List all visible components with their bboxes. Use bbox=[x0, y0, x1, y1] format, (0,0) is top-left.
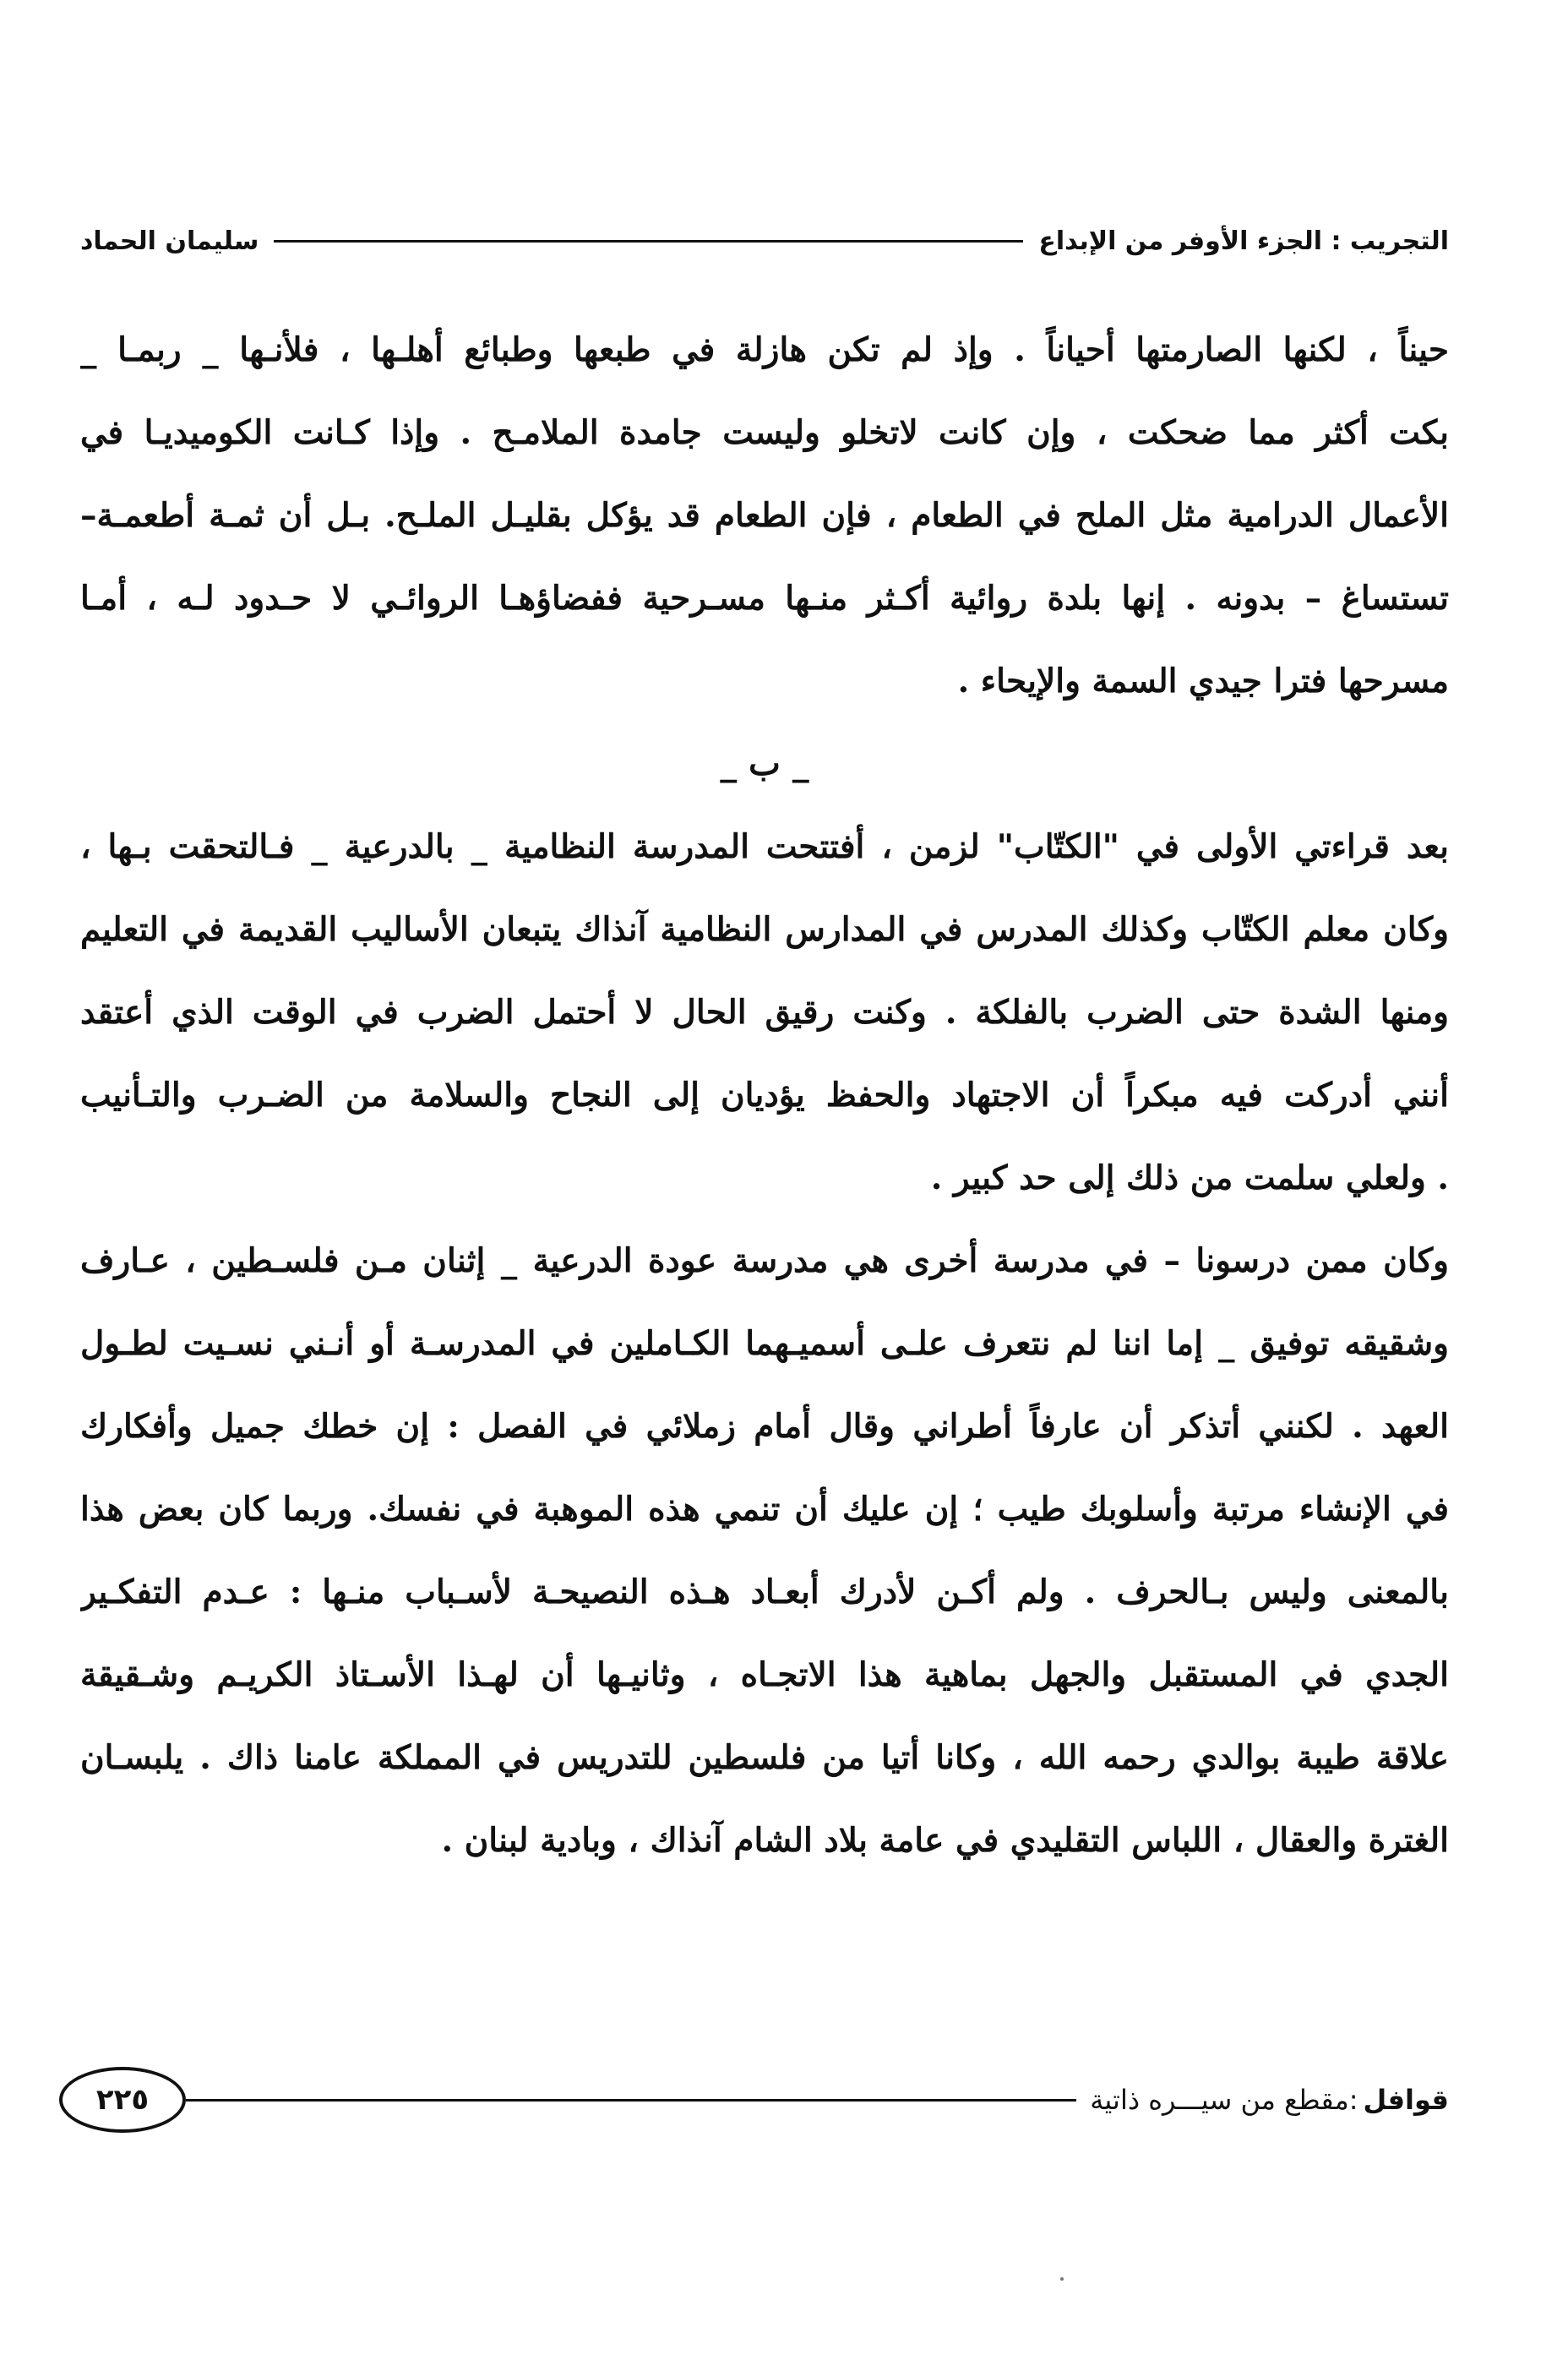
text-line: تستساغ – بدونه . إنها بلدة روائية أكـثر منـها مسـرحية ففضاؤهـا الروائـي لا حـدود لـه ، أمـا bbox=[80, 579, 1449, 618]
scan-speck bbox=[1060, 2277, 1064, 2281]
page-number: ٢٢٥ bbox=[95, 2083, 150, 2117]
header-chapter-title: التجريب : الجزء الأوفر من الإبداع bbox=[1038, 226, 1449, 256]
text-line: وكان معلم الكتّاب وكذلك المدرس في المدارس النظامية آنذاك يتبعان الأساليب القديمة في التعليم bbox=[80, 910, 1449, 949]
text-line: وشقيقه توفيق _ إما اننا لم نتعرف علـى أسميـهما الكـاملين في المدرسـة أو أنـني نسـيت لطـول bbox=[80, 1324, 1449, 1363]
footer-rule bbox=[186, 2099, 1076, 2102]
text-line: مسرحها فترا جيدي السمة والإيحاء . bbox=[957, 662, 1449, 701]
paragraph-3 bbox=[80, 1219, 1449, 1882]
text-line: العهد . لكنني أتذكر أن عارفاً أطراني وقال أمام زملائي في الفصل : إن خطك جميل وأفكارك bbox=[80, 1407, 1449, 1446]
text-line: ومنها الشدة حتى الضرب بالفلكة . وكنت رقيق الحال لا أحتمل الضرب في الوقت الذي أعتقد bbox=[80, 993, 1449, 1032]
footer-book-subtitle: :مقطع من سيـــره ذاتية bbox=[1090, 2084, 1358, 2116]
text-line: الأعمال الدرامية مثل الملح في الطعام ، فإن الطعام قد يؤكل بقليـل الملـح. بـل أن ثمـة أطعمـة– bbox=[80, 496, 1449, 535]
text-line: حيناً ، لكنها الصارمتها أحياناً . وإذ لم تكن هازلة في طبعها وطبائع أهلـها ، فلأنـها _ ربمـا _ bbox=[80, 330, 1449, 369]
running-footer bbox=[59, 2062, 1449, 2138]
text-line: بكت أكثر مما ضحكت ، وإن كانت لاتخلو وليست جامدة الملامـح . وإذا كـانت الكوميديـا في bbox=[80, 413, 1449, 452]
text-line: علاقة طيبة بوالدي رحمه الله ، وكانا أتيا من فلسطين للتدريس في المملكة عامنا ذاك . يلبسـان bbox=[80, 1738, 1449, 1777]
text-line: بعد قراءتي الأولى في "الكتّاب" لزمن ، أفتتحت المدرسة النظامية _ بالدرعية _ فـالتحقت بـها ، bbox=[80, 827, 1449, 866]
page-body bbox=[80, 308, 1449, 1882]
text-line: . ولعلي سلمت من ذلك إلى حد كبير . bbox=[930, 1158, 1449, 1197]
text-line: في الإنشاء مرتبة وأسلوبك طيب ؛ إن عليك أن تنمي هذه الموهبة في نفسك. وربما كان بعض هذا bbox=[80, 1490, 1449, 1529]
text-line: أنني أدركت فيه مبكراً أن الاجتهاد والحفظ يؤديان إلى النجاح والسلامة من الضـرب والتـأنيب bbox=[80, 1076, 1449, 1115]
header-author: سليمان الحماد bbox=[80, 226, 259, 256]
page-number-badge bbox=[59, 2067, 186, 2133]
text-line: الغترة والعقال ، اللباس التقليدي في عامة بلاد الشام آنذاك ، وبادية لبنان . bbox=[441, 1821, 1449, 1860]
header-rule bbox=[274, 240, 1023, 243]
running-header bbox=[80, 215, 1449, 266]
section-marker: _ ب _ bbox=[720, 744, 809, 783]
footer-book-label: قوافل bbox=[1363, 2084, 1449, 2116]
paragraph-2 bbox=[80, 805, 1449, 1219]
text-line: بالمعنى وليس بـالحرف . ولم أكـن لأدرك أبعـاد هـذه النصيحـة لأسـباب منـها : عـدم التفكـير bbox=[80, 1573, 1449, 1611]
text-line: وكان ممن درسونا – في مدرسة أخرى هي مدرسة عودة الدرعية _ إثنان مـن فلسـطين ، عـارف bbox=[80, 1241, 1449, 1280]
text-line: الجدي في المستقبل والجهل بماهية هذا الاتجـاه ، وثانيـها أن لهـذا الأسـتاذ الكريـم وشـقيقة bbox=[80, 1655, 1449, 1694]
paragraph-1 bbox=[80, 308, 1449, 722]
